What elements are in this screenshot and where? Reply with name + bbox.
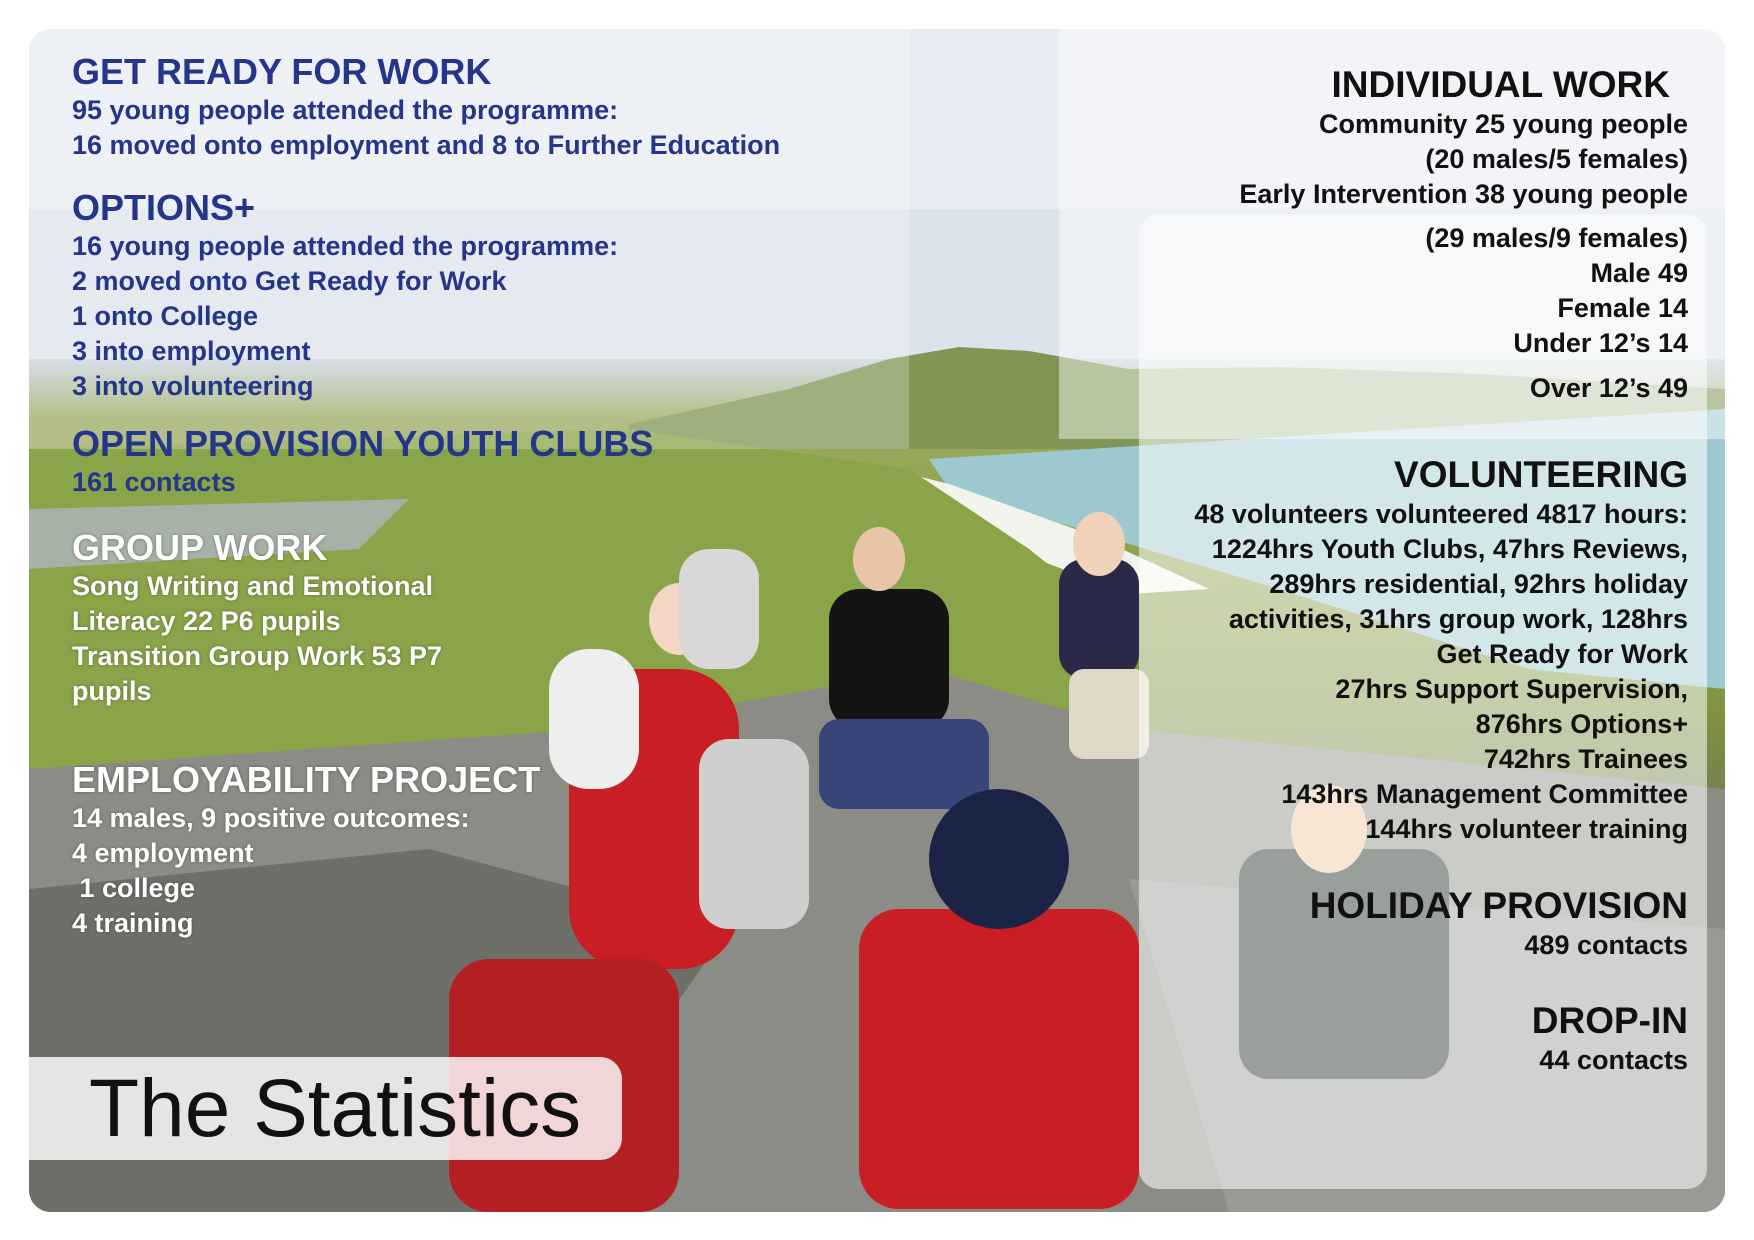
group-work-line: pupils (72, 676, 152, 706)
group-work-section (72, 527, 442, 709)
drop-in-heading: DROP-IN (1531, 1000, 1688, 1041)
group-work-heading: GROUP WORK (72, 527, 328, 568)
group-work-line: Song Writing and Emotional (72, 571, 433, 601)
group-work-line: Transition Group Work 53 P7 (72, 641, 443, 671)
options-line: 3 into employment (72, 336, 311, 366)
volunteering-line: 876hrs Options+ (1475, 709, 1688, 739)
volunteering-line: 27hrs Support Supervision, (1335, 674, 1688, 704)
individual-work-line: (20 males/5 females) (1425, 144, 1688, 174)
group-work-line: Literacy 22 P6 pupils (72, 606, 341, 636)
open-provision-heading: OPEN PROVISION YOUTH CLUBS (72, 423, 654, 464)
individual-work-line: Female 14 (1557, 293, 1688, 323)
employability-line: 4 training (72, 908, 194, 938)
volunteering-line: 48 volunteers volunteered 4817 hours: (1194, 499, 1688, 529)
individual-work-heading: INDIVIDUAL WORK (1331, 64, 1670, 105)
individual-work-line: Over 12’s 49 (1529, 373, 1688, 403)
employability-section (72, 759, 540, 941)
page-title: The Statistics (89, 1063, 582, 1154)
drop-in-line: 44 contacts (1539, 1045, 1688, 1075)
employability-line: 4 employment (72, 838, 254, 868)
title-banner (29, 1057, 622, 1160)
get-ready-section (72, 51, 780, 163)
options-line: 3 into volunteering (72, 371, 314, 401)
options-heading: OPTIONS+ (72, 187, 256, 228)
drop-in-section (988, 999, 1688, 1078)
volunteering-line: 144hrs volunteer training (1365, 814, 1688, 844)
volunteering-section (988, 453, 1688, 847)
employability-line: 1 college (72, 873, 196, 903)
individual-work-line: (29 males/9 females) (1425, 223, 1688, 253)
holiday-provision-line: 489 contacts (1524, 930, 1688, 960)
get-ready-heading: GET READY FOR WORK (72, 51, 492, 92)
individual-work-section (988, 63, 1688, 406)
get-ready-line: 16 moved onto employment and 8 to Further Education (72, 130, 781, 160)
options-section (72, 187, 618, 404)
volunteering-line: Get Ready for Work (1436, 639, 1688, 669)
volunteering-line: activities, 31hrs group work, 128hrs (1228, 604, 1688, 634)
open-provision-section (72, 423, 653, 500)
options-line: 16 young people attended the programme: (72, 231, 619, 261)
volunteering-heading: VOLUNTEERING (1394, 454, 1688, 495)
options-line: 1 onto College (72, 301, 259, 331)
volunteering-line: 289hrs residential, 92hrs holiday (1269, 569, 1688, 599)
get-ready-line: 95 young people attended the programme: (72, 95, 619, 125)
employability-line: 14 males, 9 positive outcomes: (72, 803, 470, 833)
volunteering-line: 742hrs Trainees (1483, 744, 1688, 774)
individual-work-line: Under 12’s 14 (1513, 328, 1688, 358)
volunteering-line: 143hrs Management Committee (1281, 779, 1688, 809)
individual-work-line: Male 49 (1590, 258, 1688, 288)
open-provision-line: 161 contacts (72, 467, 236, 497)
employability-heading: EMPLOYABILITY PROJECT (72, 759, 541, 800)
holiday-provision-heading: HOLIDAY PROVISION (1309, 885, 1688, 926)
statistics-card (29, 29, 1725, 1212)
individual-work-line: Community 25 young people (1318, 109, 1688, 139)
individual-work-line: Early Intervention 38 young people (1239, 179, 1688, 209)
options-line: 2 moved onto Get Ready for Work (72, 266, 507, 296)
holiday-provision-section (988, 884, 1688, 963)
volunteering-line: 1224hrs Youth Clubs, 47hrs Reviews, (1211, 534, 1688, 564)
